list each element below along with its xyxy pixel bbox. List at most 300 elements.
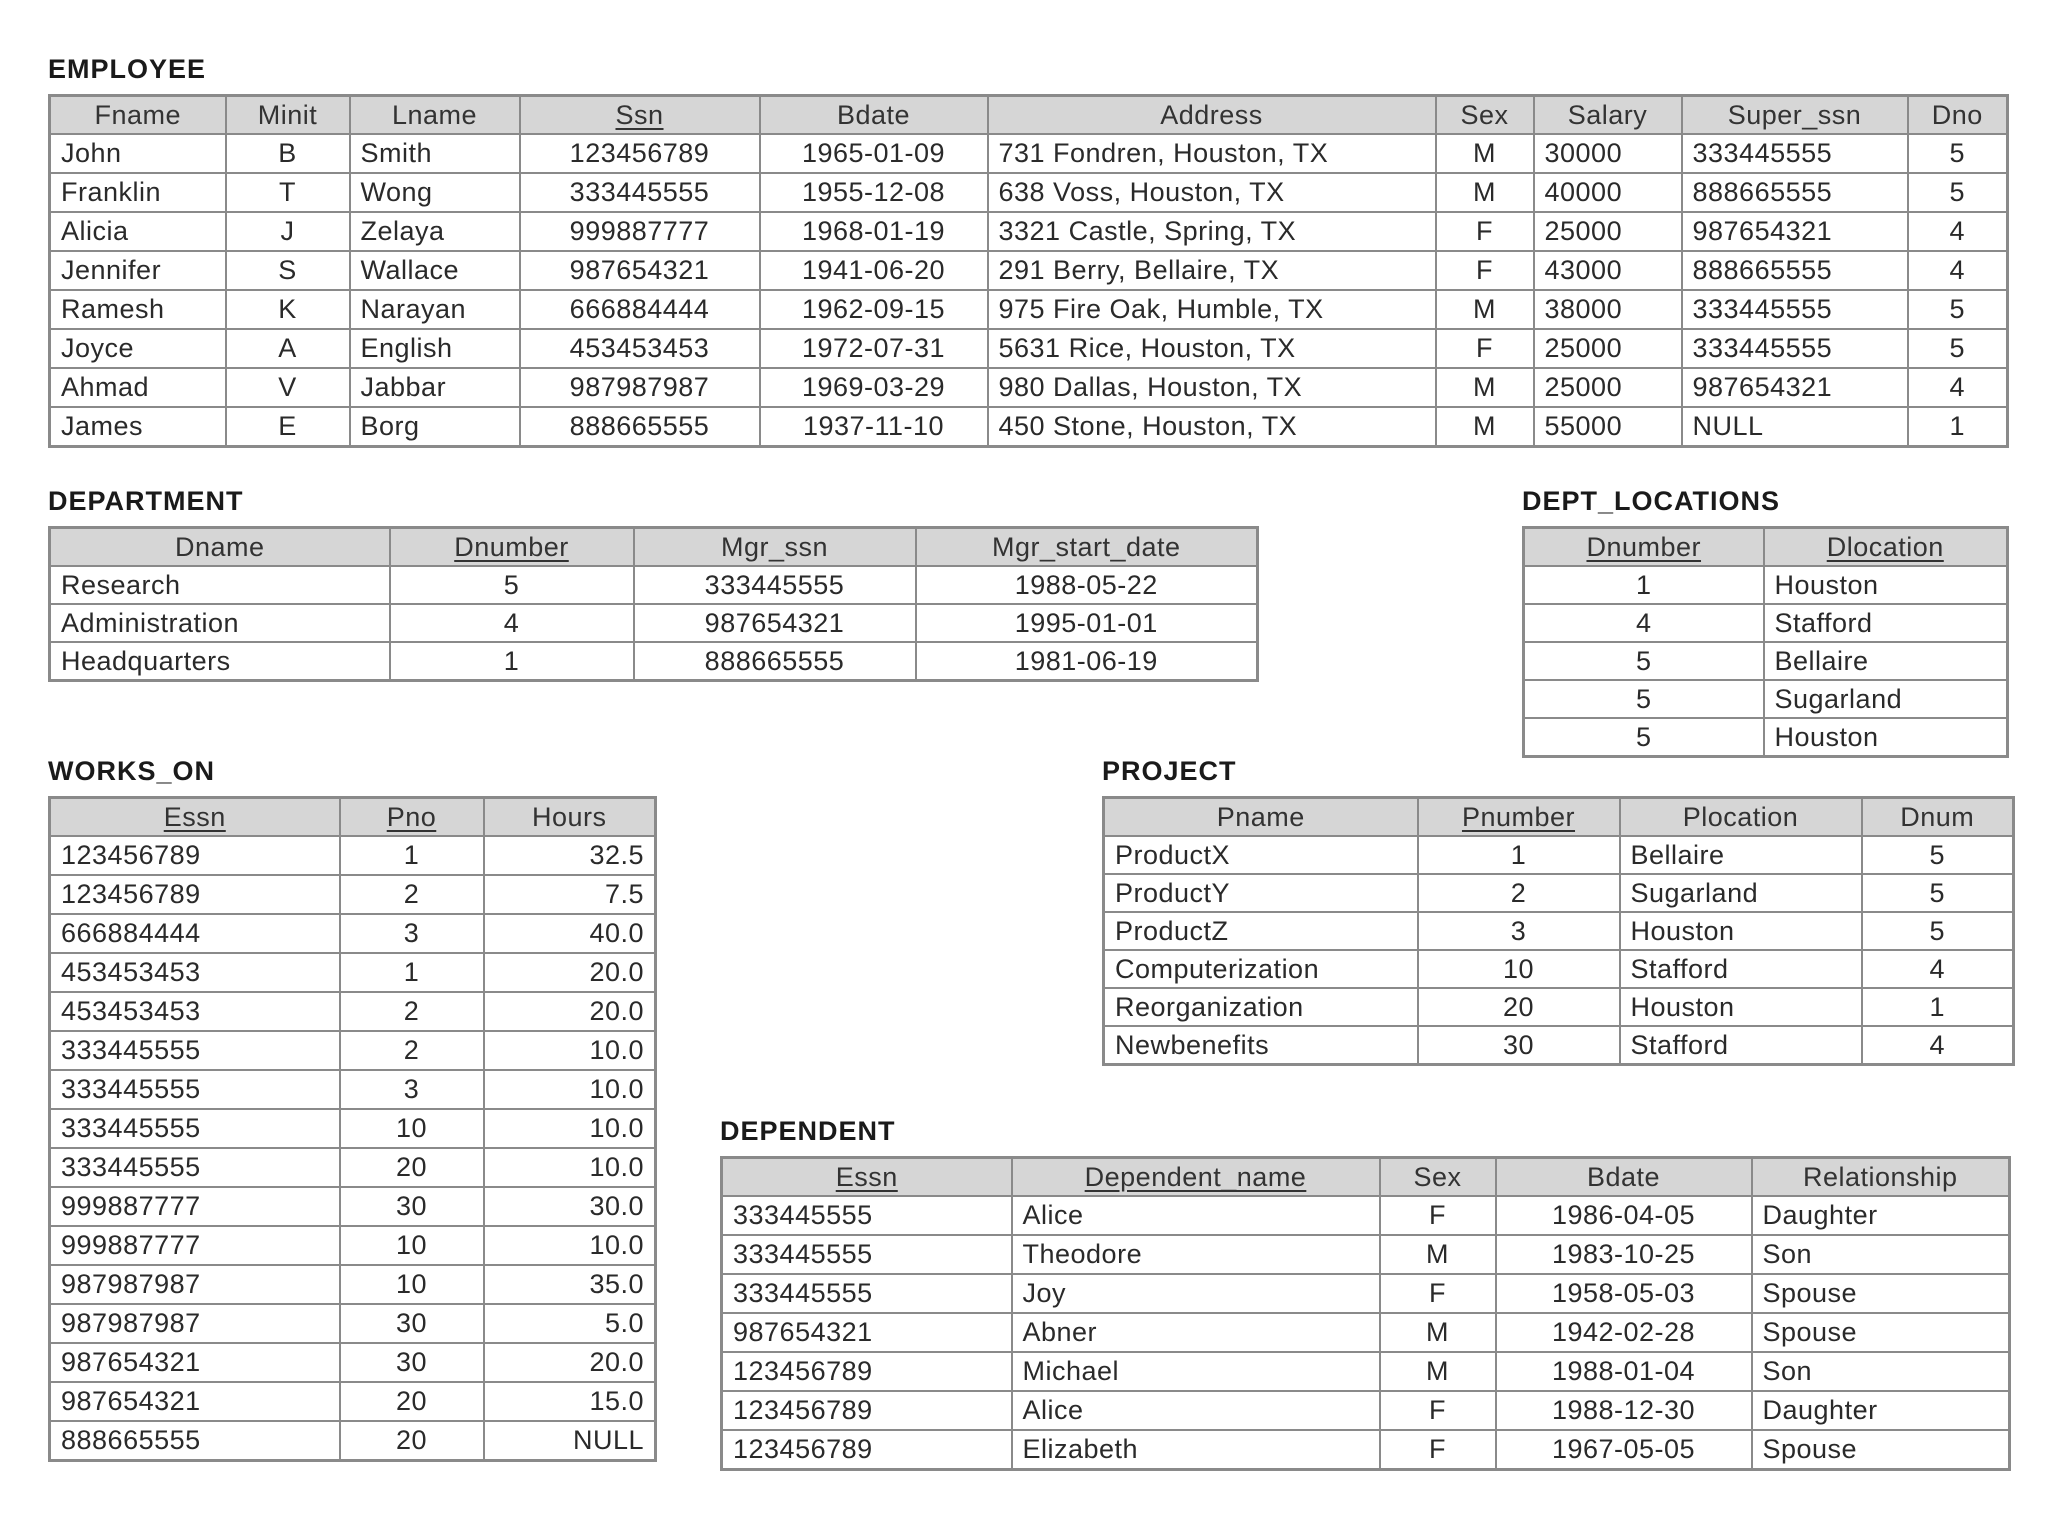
employee-cell: 333445555 xyxy=(1682,134,1908,173)
employee-row xyxy=(50,134,2008,173)
employee-cell: English xyxy=(350,329,520,368)
employee-cell: A xyxy=(226,329,350,368)
works-on-cell: 10 xyxy=(340,1226,484,1265)
employee-cell: 1962-09-15 xyxy=(760,290,988,329)
employee-cell: 987654321 xyxy=(1682,368,1908,407)
dependent-cell: 333445555 xyxy=(722,1274,1012,1313)
project-cell: 1 xyxy=(1418,836,1620,874)
works-on-cell: 3 xyxy=(340,1070,484,1109)
works-on-cell: 15.0 xyxy=(484,1382,656,1421)
project-column-header xyxy=(1418,798,1620,837)
employee-cell: 638 Voss, Houston, TX xyxy=(988,173,1436,212)
project-cell: 5 xyxy=(1862,912,2014,950)
department-title: DEPARTMENT xyxy=(48,486,244,516)
works-on-cell: NULL xyxy=(484,1421,656,1461)
project-cell: 3 xyxy=(1418,912,1620,950)
employee-cell: 333445555 xyxy=(1682,290,1908,329)
works-on-cell: 888665555 xyxy=(50,1421,340,1461)
employee-cell: 987654321 xyxy=(520,251,760,290)
employee-cell: Jennifer xyxy=(50,251,226,290)
employee-row xyxy=(50,407,2008,447)
works-on-row xyxy=(50,1070,656,1109)
department-row xyxy=(50,642,1258,681)
employee-cell: 5 xyxy=(1908,134,2008,173)
works-on-cell: 453453453 xyxy=(50,953,340,992)
employee-cell: 453453453 xyxy=(520,329,760,368)
department-column-header-label: Dnumber xyxy=(454,531,569,562)
project-cell: Houston xyxy=(1620,912,1862,950)
project-row xyxy=(1104,912,2014,950)
department-header-row xyxy=(50,528,1258,567)
dependent-cell: 1988-12-30 xyxy=(1496,1391,1752,1430)
dependent-cell: 1942-02-28 xyxy=(1496,1313,1752,1352)
project-column-header-label: Pnumber xyxy=(1461,801,1576,832)
employee-cell: 1968-01-19 xyxy=(760,212,988,251)
employee-cell: Ramesh xyxy=(50,290,226,329)
department-column-header-label: Mgr_start_date xyxy=(991,531,1181,562)
department-cell: 1988-05-22 xyxy=(916,566,1258,604)
employee-column-header xyxy=(350,96,520,135)
dependent-cell: Michael xyxy=(1012,1352,1380,1391)
employee-cell: 999887777 xyxy=(520,212,760,251)
dependent-cell: Alice xyxy=(1012,1196,1380,1235)
works-on-cell: 30 xyxy=(340,1343,484,1382)
employee-column-header-label: Salary xyxy=(1567,99,1648,130)
dependent-column-header-label: Essn xyxy=(835,1161,898,1192)
dependent-cell: 1988-01-04 xyxy=(1496,1352,1752,1391)
works-on-row xyxy=(50,1382,656,1421)
dependent-row xyxy=(722,1430,2010,1470)
works-on-row xyxy=(50,1187,656,1226)
employee-cell: F xyxy=(1436,212,1534,251)
employee-row xyxy=(50,251,2008,290)
employee-title: EMPLOYEE xyxy=(48,54,207,84)
works-on-cell: 10.0 xyxy=(484,1148,656,1187)
dependent-cell: F xyxy=(1380,1391,1496,1430)
employee-row xyxy=(50,368,2008,407)
employee-row xyxy=(50,290,2008,329)
employee-column-header-label: Lname xyxy=(391,99,478,130)
department-column-header-label: Dname xyxy=(174,531,265,562)
works-on-cell: 20 xyxy=(340,1148,484,1187)
dependent-table xyxy=(720,1156,2011,1471)
project-column-header xyxy=(1620,798,1862,837)
works-on-title: WORKS_ON xyxy=(48,756,216,786)
dependent-cell: M xyxy=(1380,1313,1496,1352)
dept-locations-cell: Bellaire xyxy=(1764,642,2008,680)
department-cell: Research xyxy=(50,566,390,604)
employee-cell: 450 Stone, Houston, TX xyxy=(988,407,1436,447)
employee-cell: 1965-01-09 xyxy=(760,134,988,173)
dependent-cell: F xyxy=(1380,1430,1496,1470)
dependent-cell: Elizabeth xyxy=(1012,1430,1380,1470)
employee-cell: NULL xyxy=(1682,407,1908,447)
works-on-cell: 2 xyxy=(340,875,484,914)
employee-column-header-label: Sex xyxy=(1460,99,1509,130)
works-on-cell: 35.0 xyxy=(484,1265,656,1304)
employee-cell: 1941-06-20 xyxy=(760,251,988,290)
employee-column-header xyxy=(226,96,350,135)
works-on-header-row xyxy=(50,798,656,837)
dept-locations-cell: 1 xyxy=(1524,566,1764,604)
employee-cell: Ahmad xyxy=(50,368,226,407)
dependent-cell: Abner xyxy=(1012,1313,1380,1352)
dependent-cell: F xyxy=(1380,1274,1496,1313)
employee-cell: 888665555 xyxy=(1682,173,1908,212)
employee-cell: 30000 xyxy=(1534,134,1682,173)
works-on-cell: 10.0 xyxy=(484,1070,656,1109)
works-on-cell: 987654321 xyxy=(50,1343,340,1382)
department-table xyxy=(48,526,1259,682)
project-cell: 5 xyxy=(1862,874,2014,912)
employee-cell: 4 xyxy=(1908,368,2008,407)
dependent-row xyxy=(722,1352,2010,1391)
employee-cell: 25000 xyxy=(1534,329,1682,368)
employee-column-header-label: Super_ssn xyxy=(1727,99,1862,130)
project-column-header-label: Dnum xyxy=(1900,801,1975,832)
dependent-cell: Son xyxy=(1752,1235,2010,1274)
project-cell: 2 xyxy=(1418,874,1620,912)
employee-cell: 987987987 xyxy=(520,368,760,407)
project-title: PROJECT xyxy=(1102,756,1237,786)
dependent-row xyxy=(722,1391,2010,1430)
project-cell: Computerization xyxy=(1104,950,1418,988)
works-on-cell: 10 xyxy=(340,1265,484,1304)
employee-cell: V xyxy=(226,368,350,407)
project-table xyxy=(1102,796,2015,1066)
works-on-cell: 987654321 xyxy=(50,1382,340,1421)
employee-column-header-label: Fname xyxy=(94,99,182,130)
department-cell: Headquarters xyxy=(50,642,390,681)
employee-cell: 55000 xyxy=(1534,407,1682,447)
employee-cell: Zelaya xyxy=(350,212,520,251)
employee-cell: 5 xyxy=(1908,173,2008,212)
department-column-header xyxy=(916,528,1258,567)
dependent-title: DEPENDENT xyxy=(720,1116,896,1146)
works-on-cell: 453453453 xyxy=(50,992,340,1031)
works-on-cell: 123456789 xyxy=(50,836,340,875)
works-on-cell: 20.0 xyxy=(484,1343,656,1382)
works-on-cell: 30 xyxy=(340,1187,484,1226)
dept-locations-cell: Houston xyxy=(1764,566,2008,604)
project-cell: 30 xyxy=(1418,1026,1620,1065)
department-cell: 4 xyxy=(390,604,634,642)
works-on-cell: 333445555 xyxy=(50,1031,340,1070)
dependent-column-header xyxy=(1012,1158,1380,1197)
dependent-cell: M xyxy=(1380,1352,1496,1391)
project-cell: Stafford xyxy=(1620,1026,1862,1065)
department-cell: 987654321 xyxy=(634,604,916,642)
employee-column-header xyxy=(1908,96,2008,135)
employee-cell: 25000 xyxy=(1534,212,1682,251)
employee-cell: 25000 xyxy=(1534,368,1682,407)
works-on-row xyxy=(50,914,656,953)
employee-cell: M xyxy=(1436,407,1534,447)
employee-cell: E xyxy=(226,407,350,447)
employee-column-header xyxy=(50,96,226,135)
works-on-cell: 1 xyxy=(340,836,484,875)
dependent-column-header-label: Bdate xyxy=(1586,1161,1661,1192)
works-on-cell: 20.0 xyxy=(484,953,656,992)
project-cell: 20 xyxy=(1418,988,1620,1026)
employee-cell: 975 Fire Oak, Humble, TX xyxy=(988,290,1436,329)
department-column-header xyxy=(50,528,390,567)
dependent-cell: Alice xyxy=(1012,1391,1380,1430)
dependent-cell: Son xyxy=(1752,1352,2010,1391)
works-on-cell: 1 xyxy=(340,953,484,992)
department-cell: 888665555 xyxy=(634,642,916,681)
works-on-column-header xyxy=(50,798,340,837)
works-on-row xyxy=(50,1304,656,1343)
employee-cell: 888665555 xyxy=(1682,251,1908,290)
works-on-row xyxy=(50,1031,656,1070)
dependent-column-header xyxy=(1496,1158,1752,1197)
works-on-cell: 10.0 xyxy=(484,1226,656,1265)
project-column-header-label: Pname xyxy=(1216,801,1305,832)
project-row xyxy=(1104,836,2014,874)
works-on-cell: 20 xyxy=(340,1421,484,1461)
works-on-cell: 2 xyxy=(340,1031,484,1070)
employee-cell: S xyxy=(226,251,350,290)
works-on-row xyxy=(50,1343,656,1382)
works-on-cell: 32.5 xyxy=(484,836,656,875)
works-on-cell: 30.0 xyxy=(484,1187,656,1226)
dept-locations-cell: 4 xyxy=(1524,604,1764,642)
employee-cell: 291 Berry, Bellaire, TX xyxy=(988,251,1436,290)
dept-locations-cell: 5 xyxy=(1524,680,1764,718)
department-cell: 1995-01-01 xyxy=(916,604,1258,642)
employee-cell: Joyce xyxy=(50,329,226,368)
employee-cell: Alicia xyxy=(50,212,226,251)
employee-cell: M xyxy=(1436,290,1534,329)
project-header-row xyxy=(1104,798,2014,837)
project-cell: Houston xyxy=(1620,988,1862,1026)
works-on-cell: 7.5 xyxy=(484,875,656,914)
works-on-row xyxy=(50,875,656,914)
employee-cell: Smith xyxy=(350,134,520,173)
works-on-column-header-label: Hours xyxy=(531,801,607,832)
department-cell: Administration xyxy=(50,604,390,642)
dept-locations-cell: 5 xyxy=(1524,718,1764,757)
employee-column-header xyxy=(988,96,1436,135)
department-row xyxy=(50,566,1258,604)
dependent-cell: 333445555 xyxy=(722,1196,1012,1235)
project-cell: 4 xyxy=(1862,1026,2014,1065)
employee-row xyxy=(50,173,2008,212)
project-row xyxy=(1104,1026,2014,1065)
dependent-cell: M xyxy=(1380,1235,1496,1274)
employee-cell: K xyxy=(226,290,350,329)
employee-row xyxy=(50,212,2008,251)
employee-cell: 1955-12-08 xyxy=(760,173,988,212)
dependent-cell: 333445555 xyxy=(722,1235,1012,1274)
dependent-cell: 123456789 xyxy=(722,1430,1012,1470)
employee-cell: F xyxy=(1436,329,1534,368)
dependent-column-header-label: Relationship xyxy=(1802,1161,1958,1192)
employee-cell: Wong xyxy=(350,173,520,212)
employee-cell: 987654321 xyxy=(1682,212,1908,251)
dept-locations-cell: Houston xyxy=(1764,718,2008,757)
dependent-header-row xyxy=(722,1158,2010,1197)
employee-cell: M xyxy=(1436,134,1534,173)
dependent-table-block xyxy=(720,1114,2011,1471)
works-on-row xyxy=(50,836,656,875)
dependent-column-header-label: Sex xyxy=(1413,1161,1462,1192)
employee-cell: 5 xyxy=(1908,290,2008,329)
works-on-cell: 333445555 xyxy=(50,1070,340,1109)
works-on-cell: 987987987 xyxy=(50,1265,340,1304)
project-cell: Sugarland xyxy=(1620,874,1862,912)
works-on-row xyxy=(50,1148,656,1187)
project-cell: Newbenefits xyxy=(1104,1026,1418,1065)
dependent-cell: 123456789 xyxy=(722,1352,1012,1391)
employee-header-row xyxy=(50,96,2008,135)
employee-column-header xyxy=(1534,96,1682,135)
works-on-row xyxy=(50,1265,656,1304)
dependent-column-header xyxy=(1380,1158,1496,1197)
dependent-cell: Spouse xyxy=(1752,1313,2010,1352)
dependent-cell: 123456789 xyxy=(722,1391,1012,1430)
department-table-block xyxy=(48,484,1259,682)
project-cell: Stafford xyxy=(1620,950,1862,988)
project-cell: Bellaire xyxy=(1620,836,1862,874)
employee-cell: T xyxy=(226,173,350,212)
employee-column-header-label: Bdate xyxy=(836,99,911,130)
project-column-header xyxy=(1862,798,2014,837)
works-on-cell: 10 xyxy=(340,1109,484,1148)
employee-cell: 5631 Rice, Houston, TX xyxy=(988,329,1436,368)
dependent-cell: Daughter xyxy=(1752,1391,2010,1430)
works-on-row xyxy=(50,992,656,1031)
dependent-row xyxy=(722,1274,2010,1313)
employee-row xyxy=(50,329,2008,368)
works-on-cell: 30 xyxy=(340,1304,484,1343)
project-cell: 4 xyxy=(1862,950,2014,988)
employee-column-header xyxy=(1682,96,1908,135)
dependent-cell: Spouse xyxy=(1752,1274,2010,1313)
project-cell: ProductY xyxy=(1104,874,1418,912)
works-on-cell: 333445555 xyxy=(50,1109,340,1148)
works-on-cell: 40.0 xyxy=(484,914,656,953)
employee-column-header-label: Ssn xyxy=(615,99,664,130)
dept-locations-cell: 5 xyxy=(1524,642,1764,680)
dept-locations-title: DEPT_LOCATIONS xyxy=(1522,486,1781,516)
works-on-cell: 3 xyxy=(340,914,484,953)
dept-locations-column-header-label: Dlocation xyxy=(1826,531,1944,562)
works-on-column-header xyxy=(340,798,484,837)
department-cell: 333445555 xyxy=(634,566,916,604)
employee-cell: 5 xyxy=(1908,329,2008,368)
dependent-row xyxy=(722,1313,2010,1352)
dependent-cell: Daughter xyxy=(1752,1196,2010,1235)
employee-cell: 666884444 xyxy=(520,290,760,329)
employee-cell: J xyxy=(226,212,350,251)
dept-locations-row xyxy=(1524,642,2008,680)
works-on-column-header-label: Pno xyxy=(386,801,437,832)
dependent-row xyxy=(722,1235,2010,1274)
project-cell: 1 xyxy=(1862,988,2014,1026)
works-on-row xyxy=(50,1226,656,1265)
dependent-column-header-label: Dependent_name xyxy=(1084,1161,1307,1192)
dept-locations-row xyxy=(1524,604,2008,642)
dept-locations-table xyxy=(1522,526,2009,758)
employee-cell: 333445555 xyxy=(520,173,760,212)
works-on-row xyxy=(50,953,656,992)
works-on-row xyxy=(50,1421,656,1461)
employee-cell: 4 xyxy=(1908,212,2008,251)
dept-locations-column-header xyxy=(1764,528,2008,567)
employee-column-header-label: Dno xyxy=(1931,99,1983,130)
department-cell: 1981-06-19 xyxy=(916,642,1258,681)
dependent-cell: F xyxy=(1380,1196,1496,1235)
works-on-cell: 5.0 xyxy=(484,1304,656,1343)
dependent-column-header xyxy=(722,1158,1012,1197)
dept-locations-row xyxy=(1524,718,2008,757)
dependent-cell: 1983-10-25 xyxy=(1496,1235,1752,1274)
works-on-cell: 999887777 xyxy=(50,1187,340,1226)
works-on-cell: 20 xyxy=(340,1382,484,1421)
employee-cell: M xyxy=(1436,173,1534,212)
employee-cell: 731 Fondren, Houston, TX xyxy=(988,134,1436,173)
dept-locations-row xyxy=(1524,566,2008,604)
project-cell: ProductZ xyxy=(1104,912,1418,950)
works-on-column-header-label: Essn xyxy=(163,801,226,832)
employee-cell: Wallace xyxy=(350,251,520,290)
works-on-cell: 999887777 xyxy=(50,1226,340,1265)
works-on-table-block xyxy=(48,754,657,1462)
dependent-cell: 1958-05-03 xyxy=(1496,1274,1752,1313)
works-on-cell: 10.0 xyxy=(484,1031,656,1070)
employee-cell: 38000 xyxy=(1534,290,1682,329)
dependent-column-header xyxy=(1752,1158,2010,1197)
employee-table-block xyxy=(48,52,2009,448)
employee-cell: James xyxy=(50,407,226,447)
dependent-cell: 987654321 xyxy=(722,1313,1012,1352)
project-cell: 5 xyxy=(1862,836,2014,874)
department-column-header-label: Mgr_ssn xyxy=(720,531,829,562)
works-on-cell: 2 xyxy=(340,992,484,1031)
employee-column-header xyxy=(520,96,760,135)
project-row xyxy=(1104,988,2014,1026)
employee-cell: 3321 Castle, Spring, TX xyxy=(988,212,1436,251)
dependent-cell: Joy xyxy=(1012,1274,1380,1313)
employee-cell: 4 xyxy=(1908,251,2008,290)
employee-cell: 1969-03-29 xyxy=(760,368,988,407)
employee-column-header-label: Minit xyxy=(257,99,318,130)
employee-cell: 333445555 xyxy=(1682,329,1908,368)
employee-cell: F xyxy=(1436,251,1534,290)
employee-table xyxy=(48,94,2009,448)
dept-locations-header-row xyxy=(1524,528,2008,567)
dependent-cell: Spouse xyxy=(1752,1430,2010,1470)
works-on-cell: 10.0 xyxy=(484,1109,656,1148)
works-on-cell: 666884444 xyxy=(50,914,340,953)
works-on-cell: 20.0 xyxy=(484,992,656,1031)
employee-cell: B xyxy=(226,134,350,173)
project-table-block xyxy=(1102,754,2015,1066)
department-cell: 1 xyxy=(390,642,634,681)
employee-cell: 1937-11-10 xyxy=(760,407,988,447)
dependent-row xyxy=(722,1196,2010,1235)
works-on-cell: 987987987 xyxy=(50,1304,340,1343)
employee-cell: 1 xyxy=(1908,407,2008,447)
project-cell: 10 xyxy=(1418,950,1620,988)
works-on-column-header xyxy=(484,798,656,837)
employee-column-header-label: Address xyxy=(1160,99,1263,130)
dependent-cell: Theodore xyxy=(1012,1235,1380,1274)
employee-cell: M xyxy=(1436,368,1534,407)
dependent-cell: 1967-05-05 xyxy=(1496,1430,1752,1470)
